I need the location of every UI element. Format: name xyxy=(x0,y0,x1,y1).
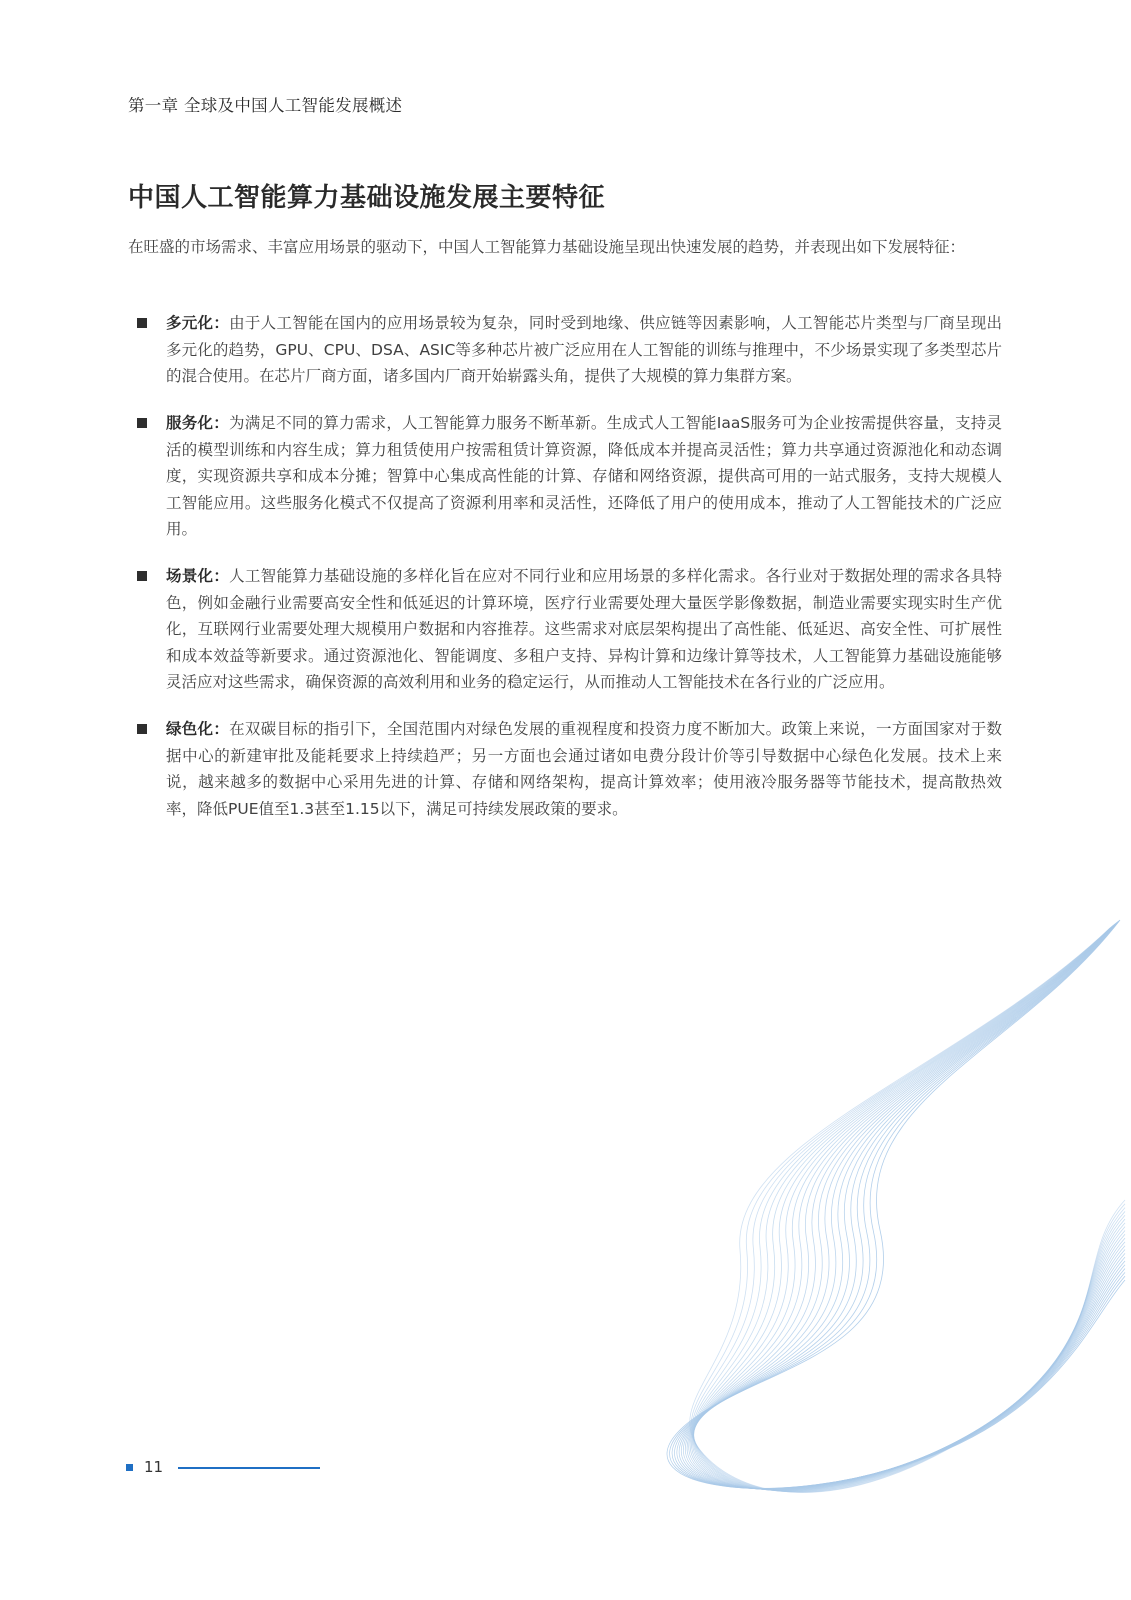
page-marker-icon xyxy=(126,1464,133,1471)
feature-term: 多元化： xyxy=(166,314,230,332)
square-bullet-icon xyxy=(137,418,147,428)
feature-item-green xyxy=(128,716,1002,822)
wave-line xyxy=(683,923,1125,1490)
wave-line xyxy=(687,923,1125,1489)
feature-term: 场景化： xyxy=(166,567,230,585)
square-bullet-icon xyxy=(137,318,147,328)
page-footer xyxy=(126,1458,326,1478)
wave-line xyxy=(679,922,1125,1489)
decorative-wave-lines xyxy=(620,900,1131,1540)
wave-line xyxy=(691,925,1125,1491)
wave-line xyxy=(690,924,1125,1490)
square-bullet-icon xyxy=(137,571,147,581)
feature-description: 为满足不同的算力需求，人工智能算力服务不断革新。生成式人工智能IaaS服务可为企业按需提供容量，支持灵活的模型训练和内容生成；算力租赁使用户按需租赁计算资源，降低成本并提高灵活性；算力共享通过资源池化和动态调度，实现资源共享和成本分摊；智算中心集成高性能的计算、存储和网络资源，提供高可用的一站式服务，支持大规模人工智能应用。这些服务化模式不仅提高了资源利用率和灵活性，还降低了用户的使用成本，推动了人工智能技术的广泛应用。 xyxy=(166,414,1002,538)
wave-line xyxy=(691,928,1125,1493)
square-bullet-icon xyxy=(137,724,147,734)
feature-list xyxy=(128,310,1002,822)
wave-line xyxy=(690,928,1125,1493)
wave-line xyxy=(677,922,1125,1489)
wave-line xyxy=(694,926,1125,1491)
feature-term: 服务化： xyxy=(166,414,229,432)
feature-description: 人工智能算力基础设施的多样化旨在应对不同行业和应用场景的多样化需求。各行业对于数据处理的需求各具特色，例如金融行业需要高安全性和低延迟的计算环境，医疗行业需要处理大量医学影像数据，制造业需要实现实时生产优化，互联网行业需要处理大规模用户数据和内容推荐。这些需求对底层架构提出了高性能、低延迟、高安全性、可扩展性和成本效益等新要求。通过资源池化、智能调度、多租户支持、异构计算和边缘计算等技术，人工智能算力基础设施能够灵活应对这些需求，确保资源的高效利用和业务的稳定运行，从而推动人工智能技术在各行业的广泛应用。 xyxy=(166,567,1002,691)
feature-term: 绿色化： xyxy=(166,720,230,738)
footer-divider xyxy=(178,1467,320,1469)
wave-line xyxy=(693,926,1125,1491)
chapter-header: 第一章 全球及中国人工智能发展概述 xyxy=(128,96,403,115)
wave-line xyxy=(685,923,1125,1489)
wave-line xyxy=(670,920,1125,1488)
wave-line xyxy=(675,921,1125,1488)
wave-line xyxy=(672,921,1125,1489)
wave-line xyxy=(667,920,1125,1488)
feature-description: 由于人工智能在国内的应用场景较为复杂，同时受到地缘、供应链等因素影响，人工智能芯片类型与厂商呈现出多元化的趋势，GPU、CPU、DSA、ASIC等多种芯片被广泛应用在人工智能的训练与推理中，不少场景实现了多类型芯片的混合使用。在芯片厂商方面，诸多国内厂商开始崭露头角，提供了大规模的算力集群方案。 xyxy=(166,314,1002,385)
wave-line xyxy=(692,927,1125,1492)
wave-line xyxy=(693,926,1125,1491)
feature-item-diversification xyxy=(128,310,1002,390)
wave-line xyxy=(693,925,1125,1490)
wave-line xyxy=(681,922,1125,1489)
intro-paragraph: 在旺盛的市场需求、丰富应用场景的驱动下，中国人工智能算力基础设施呈现出快速发展的趋势，并表现出如下发展特征： xyxy=(128,238,966,256)
page-number: 11 xyxy=(144,1458,164,1476)
feature-description: 在双碳目标的指引下，全国范围内对绿色发展的重视程度和投资力度不断加大。政策上来说，一方面国家对于数据中心的新建审批及能耗要求上持续趋严；另一方面也会通过诸如电费分段计价等引导数据中心绿色化发展。技术上来说，越来越多的数据中心采用先进的计算、存储和网络架构，提高计算效率；使用液冷服务器等节能技术，提高散热效率，降低PUE值至1.3甚至1.15以下，满足可持续发展政策的要求。 xyxy=(166,720,1002,818)
feature-item-servitization xyxy=(128,410,1002,543)
wave-line xyxy=(693,927,1125,1492)
wave-line xyxy=(692,925,1125,1490)
section-title: 中国人工智能算力基础设施发展主要特征 xyxy=(128,183,606,213)
feature-item-scenario xyxy=(128,563,1002,696)
